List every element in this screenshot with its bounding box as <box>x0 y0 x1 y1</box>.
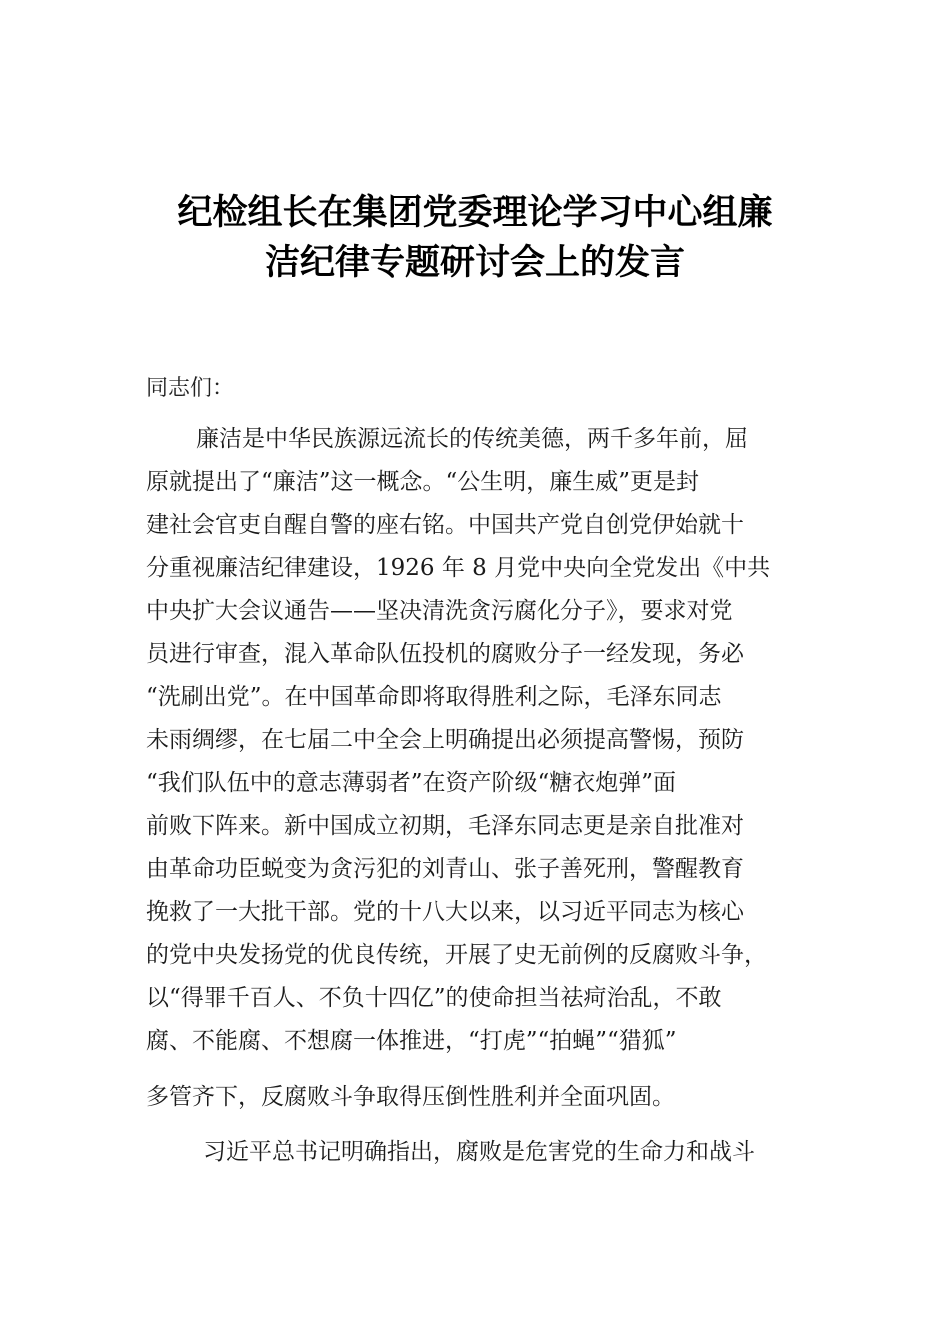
paragraph-line: 原就提出了“廉洁”这一概念。“公生明，廉生威”更是封 <box>146 469 700 495</box>
paragraph-line: 中央扩大会议通告——坚决清洗贪污腐化分子》，要求对党 <box>146 598 733 624</box>
paragraph-line: 廉洁是中华民族源远流长的传统美德，两千多年前，屈 <box>196 426 748 452</box>
paragraph-line: 由革命功臣蜕变为贪污犯的刘青山、张子善死刑，警醒教育 <box>146 856 744 882</box>
title-line: 洁纪律专题研讨会上的发言 <box>264 243 685 283</box>
title-line: 纪检组长在集团党委理论学习中心组廉 <box>177 193 773 233</box>
paragraph-line: 员进行审查，混入革命队伍投机的腐败分子一经发现，务必 <box>146 641 744 667</box>
paragraph-line: 未雨绸缪，在七届二中全会上明确提出必须提高警惕，预防 <box>146 727 744 753</box>
paragraph-line: 建社会官吏自醒自警的座右铭。中国共产党自创党伊始就十 <box>146 512 744 538</box>
paragraph-line: 挽救了一大批干部。党的十八大以来，以习近平同志为核心 <box>146 899 744 925</box>
paragraph-line: 前败下阵来。新中国成立初期，毛泽东同志更是亲自批准对 <box>146 813 744 839</box>
paragraph-line: 的党中央发扬党的优良传统，开展了史无前例的反腐败斗争， <box>146 942 767 968</box>
salutation: 同志们： <box>146 376 235 401</box>
paragraph-line: 分重视廉洁纪律建设，1926 年 8 月党中央向全党发出《中共 <box>146 555 771 581</box>
paragraph-line: 以“得罪千百人、不负十四亿”的使命担当祛疴治乱，不敢 <box>146 985 722 1011</box>
paragraph-line: “我们队伍中的意志薄弱者”在资产阶级“糖衣炮弹”面 <box>146 770 677 796</box>
paragraph-line: 多管齐下，反腐败斗争取得压倒性胜利并全面巩固。 <box>146 1084 675 1110</box>
paragraph-line: 习近平总书记明确指出，腐败是危害党的生命力和战斗 <box>203 1139 755 1165</box>
paragraph-line: “洗刷出党”。在中国革命即将取得胜利之际，毛泽东同志 <box>146 684 722 710</box>
paragraph-line: 腐、不能腐、不想腐一体推进，“打虎”“拍蝇”“猎狐” <box>146 1028 677 1054</box>
document-title <box>100 188 850 288</box>
